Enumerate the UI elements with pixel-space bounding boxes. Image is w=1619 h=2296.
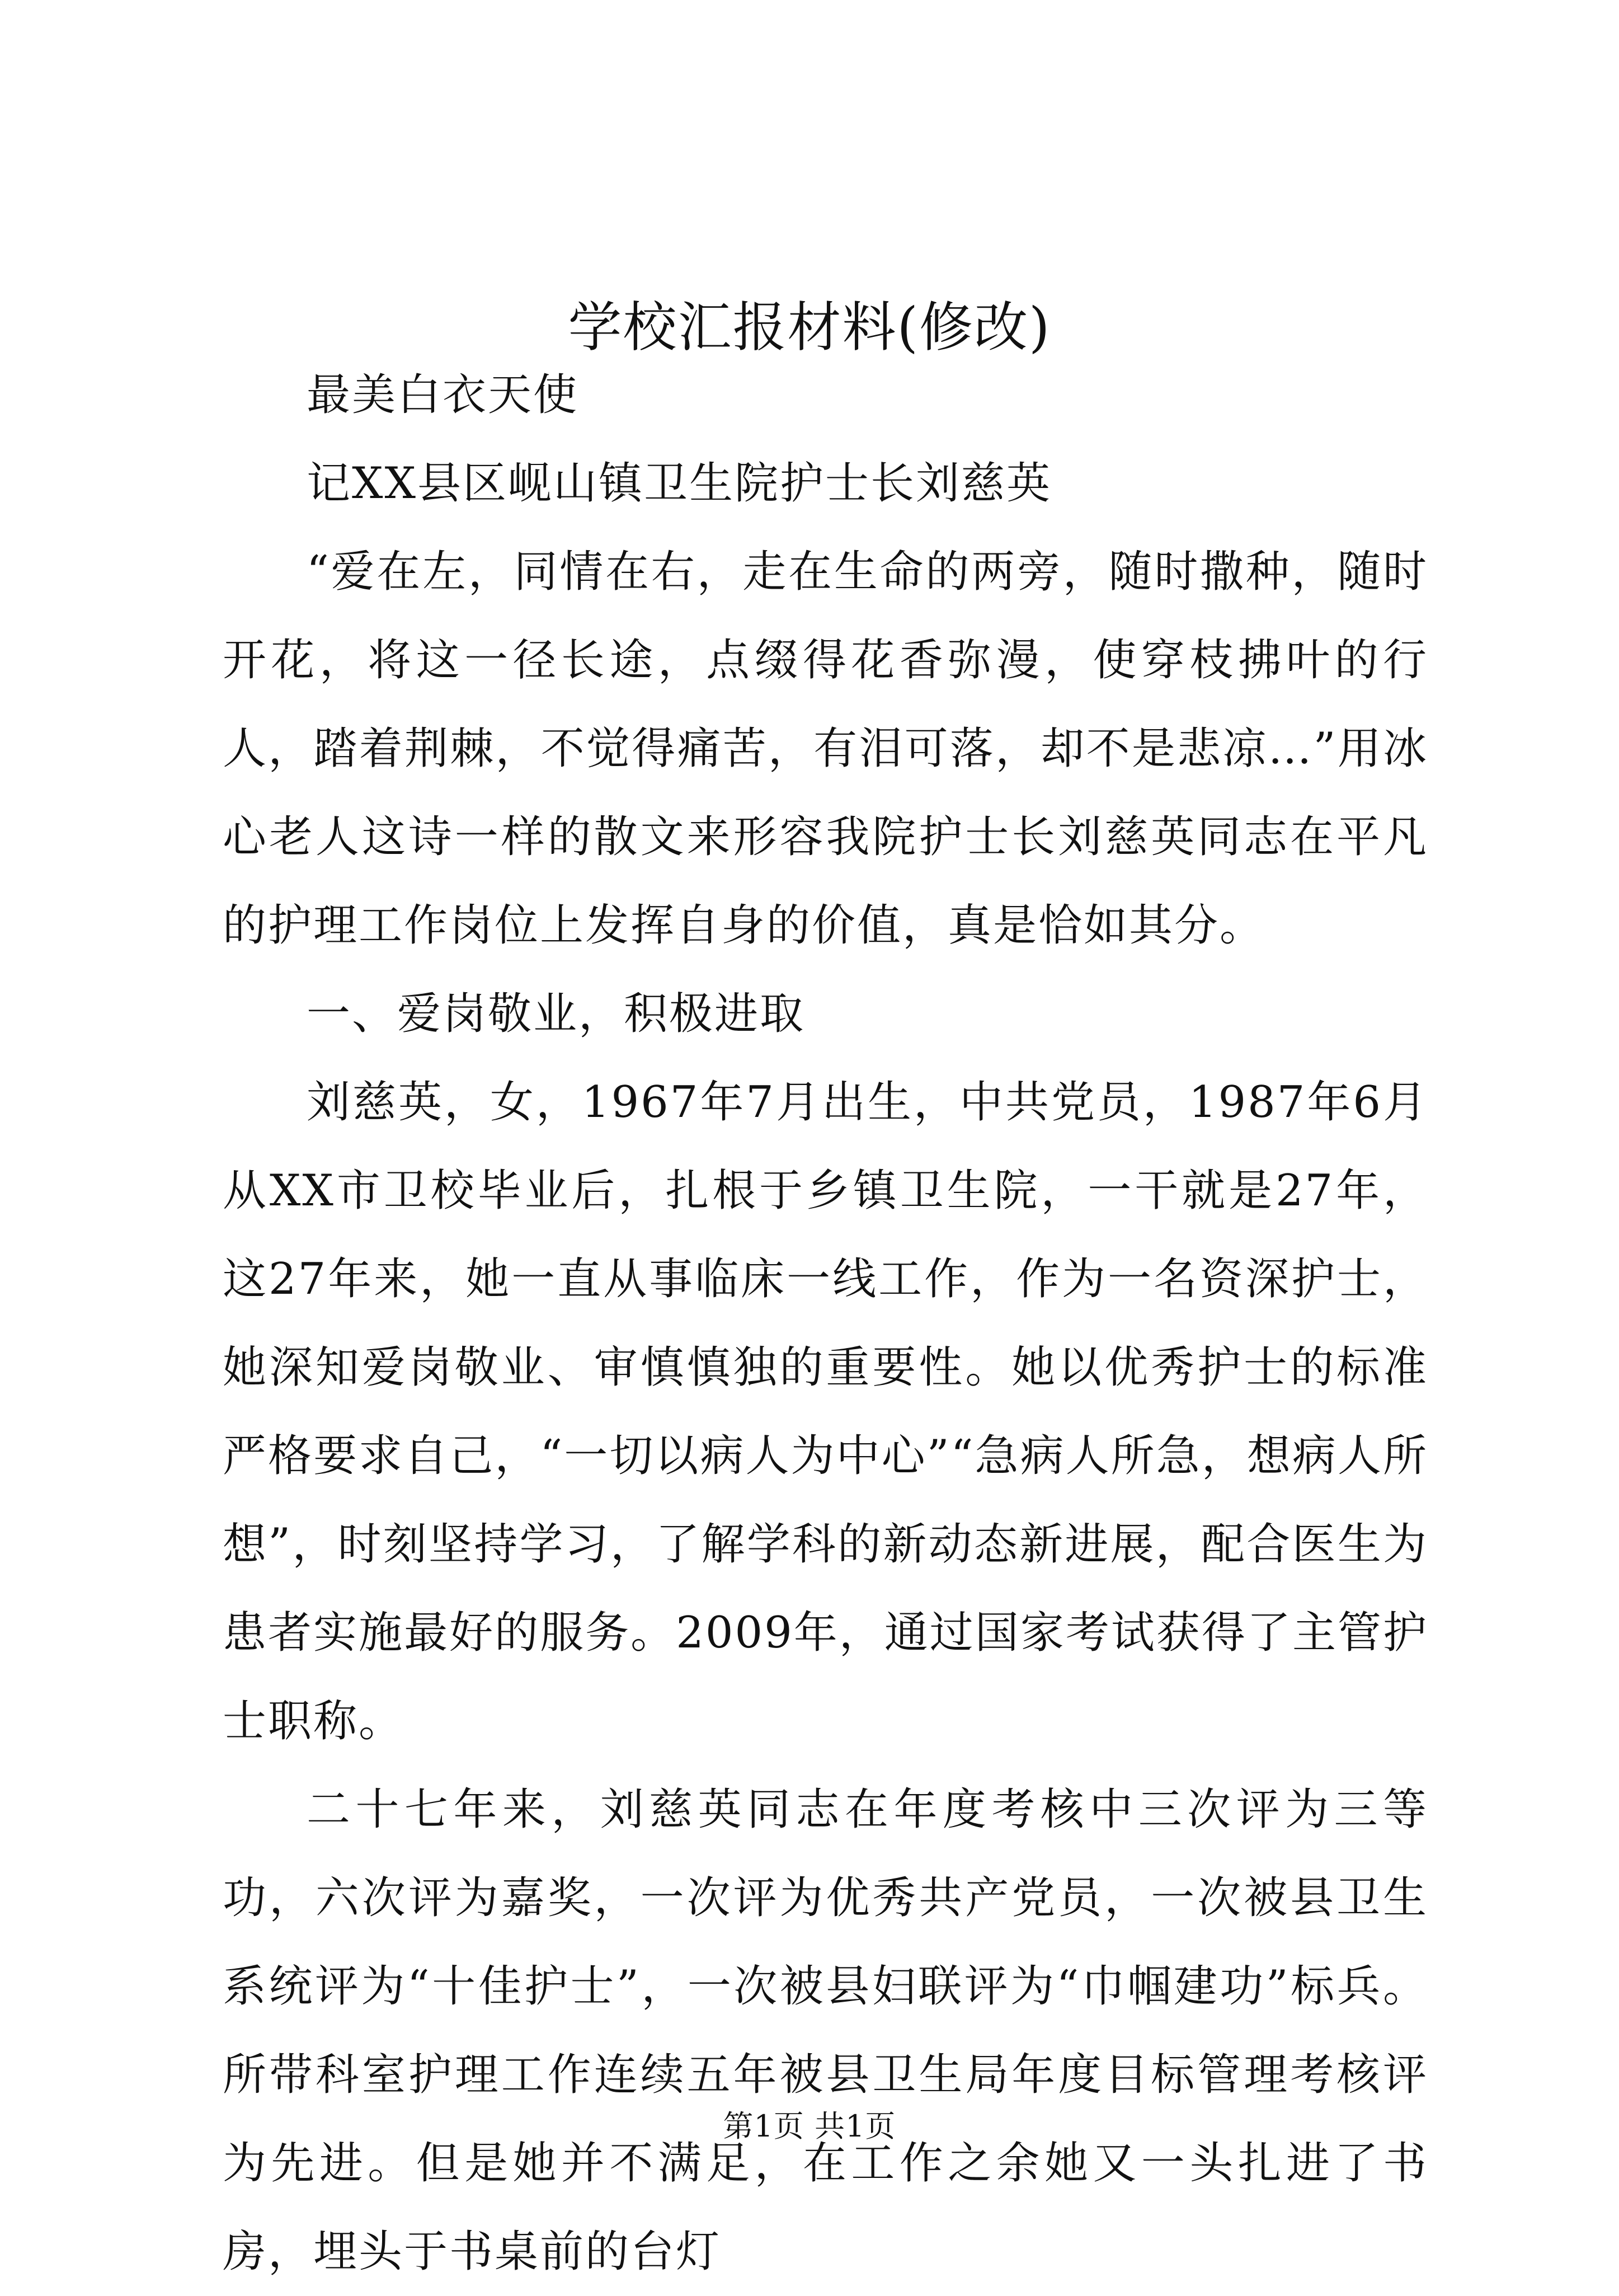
page-number-footer: 第1页 共1页 <box>723 2109 896 2144</box>
document-title: 学校汇报材料(修改) <box>568 296 1051 359</box>
body-paragraph: 二十七年来，刘慈英同志在年度考核中三次评为三等功，六次评为嘉奖，一次评为优秀共产党员，一次被县卫生系统评为“十佳护士”，一次被县妇联评为“巾帼建功”标兵。所带科室护理工作连续五年被县卫生局年度目标管理考核评为先进。但是她并不满足，在工作之余她又一头扎进了书房，埋头于书桌前的台灯 <box>223 1785 1428 2277</box>
section-heading: 一、爱岗敬业，积极进取 <box>307 989 806 1039</box>
document-body <box>223 351 1428 2296</box>
byline-paragraph: 记XX县区岘山镇卫生院护士长刘慈英 <box>307 458 1052 509</box>
body-paragraph: 刘慈英，女，1967年7月出生，中共党员，1987年6月从XX市卫校毕业后，扎根于乡镇卫生院，一干就是27年，这27年来，她一直从事临床一线工作，作为一名资深护士，她深知爱岗敬业、审慎慎独的重要性。她以优秀护士的标准严格要求自己，“一切以病人为中心”“急病人所急，想病人所想”，时刻坚持学习，了解学科的新动态新进展，配合医生为患者实施最好的服务。2009年，通过国家考试获得了主管护士职称。 <box>223 1077 1428 1746</box>
subtitle-paragraph: 最美白衣天使 <box>307 370 579 420</box>
body-paragraph: “爱在左，同情在右，走在生命的两旁，随时撒种，随时开花，将这一径长途，点缀得花香弥漫，使穿枝拂叶的行人，踏着荆棘，不觉得痛苦，有泪可落，却不是悲凉…”用冰心老人这诗一样的散文来形容我院护士长刘慈英同志在平凡的护理工作岗位上发挥自身的价值，真是恰如其分。 <box>223 547 1428 951</box>
